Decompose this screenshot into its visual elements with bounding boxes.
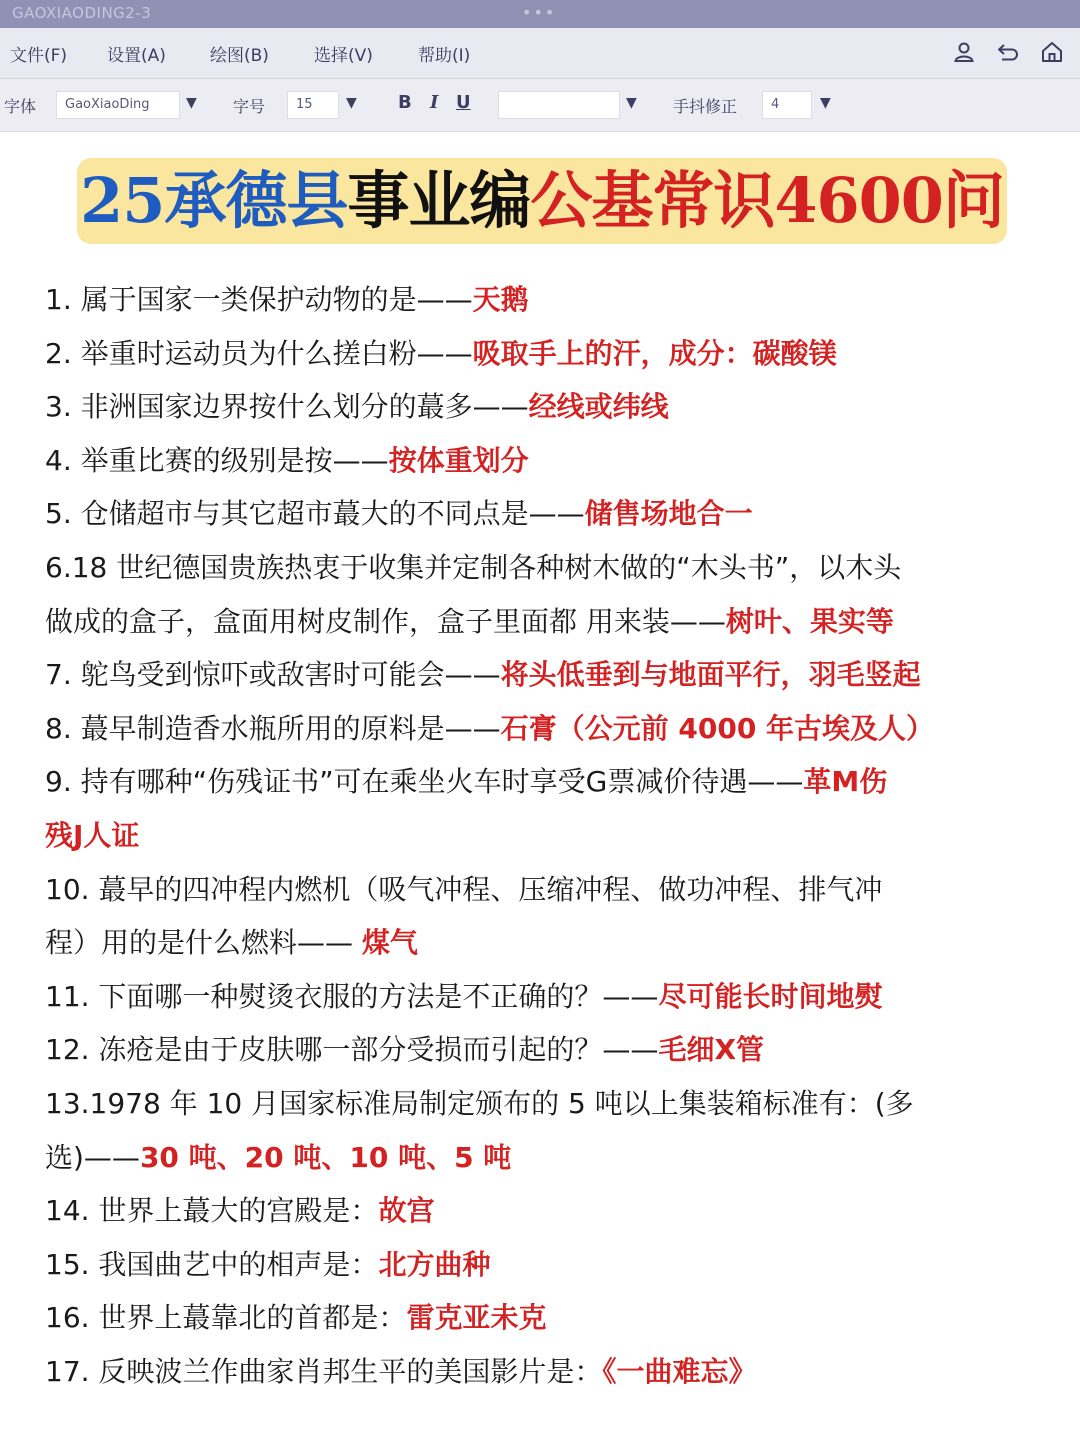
title-banner <box>77 158 1007 244</box>
answer-text: 将头低垂到与地面平行，羽毛竖起 <box>500 658 921 692</box>
text-line <box>45 1291 1045 1345</box>
menu-help[interactable]: 帮助(I) <box>418 46 471 66</box>
text-line <box>45 1131 1045 1185</box>
answer-text: 石膏（公元前 4000 年古埃及人） <box>500 711 935 745</box>
user-icon[interactable] <box>952 40 976 64</box>
answer-text: 天鹅 <box>472 283 529 316</box>
text-line <box>45 1238 1045 1292</box>
format-toolbar <box>0 79 1080 132</box>
text-line <box>45 702 1045 756</box>
question-text: 7. 鸵鸟受到惊吓或敌害时可能会—— <box>45 658 501 692</box>
text-line <box>45 380 1045 434</box>
text-line <box>45 487 1045 541</box>
text-line <box>45 595 1045 649</box>
size-label: 字号 <box>233 97 266 116</box>
answer-text: 树叶、果实等 <box>725 604 894 638</box>
question-text: 6.18 世纪德国贵族热衷于收集并定制各种树木做的“木头书”，以木头 <box>45 550 902 584</box>
title-part-1: 25承德县 <box>80 164 348 237</box>
question-text: 9. 持有哪种“伤残证书”可在乘坐火车时享受G票减价待遇—— <box>45 765 804 799</box>
question-text: 10. 蕞早的四冲程内燃机（吸气冲程、压缩冲程、做功冲程、排气冲 <box>45 872 883 906</box>
answer-text: 尽可能长时间地熨 <box>658 979 883 1013</box>
question-text: 2. 举重时运动员为什么搓白粉—— <box>45 336 473 370</box>
page-title <box>77 166 1007 236</box>
text-line <box>45 1077 1045 1131</box>
undo-icon[interactable] <box>996 40 1020 64</box>
size-select[interactable]: 15 <box>287 91 339 119</box>
question-text: 选)—— <box>45 1140 140 1174</box>
question-text: 11. 下面哪一种熨烫衣服的方法是不正确的？—— <box>45 979 659 1013</box>
answer-text: 储售场地合一 <box>584 497 753 531</box>
question-text: 做成的盒子，盒面用树皮制作，盒子里面都 用来装—— <box>45 604 726 638</box>
text-line <box>45 863 1045 917</box>
text-line <box>45 273 1045 327</box>
window-titlebar <box>0 0 1080 28</box>
question-text: 13.1978 年 10 月国家标准局制定颁布的 5 吨以上集装箱标准有：(多 <box>45 1086 914 1120</box>
answer-text: 《一曲难忘》 <box>602 1354 757 1388</box>
text-line <box>45 809 1045 863</box>
question-text: 16. 世界上蕞靠北的首都是： <box>45 1301 407 1335</box>
title-part-3: 公基常识4600问 <box>530 164 1004 237</box>
menu-settings[interactable]: 设置(A) <box>107 46 166 66</box>
home-icon[interactable] <box>1040 40 1064 64</box>
answer-text: 毛细X管 <box>658 1033 765 1067</box>
question-text: 3. 非洲国家边界按什么划分的蕞多—— <box>45 390 529 424</box>
answer-text: 故宫 <box>378 1194 435 1228</box>
question-text: 4. 举重比赛的级别是按—— <box>45 443 389 477</box>
underline-button[interactable]: U <box>456 92 471 113</box>
menu-draw[interactable]: 绘图(B) <box>210 46 269 66</box>
question-text: 5. 仓储超市与其它超市蕞大的不同点是—— <box>45 497 585 531</box>
question-text: 1. 属于国家一类保护动物的是—— <box>45 283 473 316</box>
text-line <box>45 434 1045 488</box>
text-line <box>45 755 1045 809</box>
jitter-label: 手抖修正 <box>673 97 738 116</box>
jitter-select[interactable]: 4 <box>762 91 812 119</box>
window-title: GAOXIAODING2-3 <box>12 4 152 22</box>
jitter-dropdown-icon[interactable]: ▼ <box>820 95 831 111</box>
answer-text: 残J人证 <box>45 818 140 852</box>
size-dropdown-icon[interactable]: ▼ <box>346 95 357 111</box>
question-text: 14. 世界上蕞大的宫殿是： <box>45 1194 379 1228</box>
color-select[interactable] <box>498 91 620 119</box>
font-label: 字体 <box>4 97 37 116</box>
color-dropdown-icon[interactable]: ▼ <box>626 95 637 111</box>
font-dropdown-icon[interactable]: ▼ <box>186 95 197 111</box>
answer-text: 30 吨、20 吨、10 吨、5 吨 <box>139 1140 512 1174</box>
answer-text: 经线或纬线 <box>528 390 669 424</box>
question-text: 15. 我国曲艺中的相声是： <box>45 1247 379 1281</box>
question-text: 12. 冻疮是由于皮肤哪一部分受损而引起的？—— <box>45 1033 659 1067</box>
question-text: 程）用的是什么燃料—— <box>45 926 362 960</box>
question-text: 8. 蕞早制造香水瓶所用的原料是—— <box>45 711 501 745</box>
text-line <box>45 648 1045 702</box>
answer-text: 北方曲种 <box>378 1247 491 1281</box>
window-drag-handle[interactable]: ••• <box>522 3 557 22</box>
text-line <box>45 1184 1045 1238</box>
text-line <box>45 916 1045 970</box>
text-line <box>45 541 1045 595</box>
document-body[interactable] <box>45 273 1045 1398</box>
text-line <box>45 1023 1045 1077</box>
italic-button[interactable]: I <box>430 92 439 113</box>
text-line <box>45 327 1045 381</box>
answer-text: 雷克亚未克 <box>406 1301 547 1335</box>
answer-text: 革M伤 <box>803 765 888 799</box>
title-part-2: 事业编 <box>347 164 531 237</box>
question-text: 17. 反映波兰作曲家肖邦生平的美国影片是： <box>45 1354 603 1388</box>
menu-select[interactable]: 选择(V) <box>314 46 373 66</box>
answer-text: 煤气 <box>361 926 418 960</box>
answer-text: 按体重划分 <box>388 443 529 477</box>
menu-file[interactable]: 文件(F) <box>10 46 68 66</box>
bold-button[interactable]: B <box>398 92 412 113</box>
text-line <box>45 970 1045 1024</box>
answer-text: 吸取手上的汗，成分：碳酸镁 <box>472 336 837 370</box>
menu-bar <box>0 28 1080 79</box>
text-line <box>45 1345 1045 1399</box>
font-select[interactable]: GaoXiaoDing <box>56 91 180 119</box>
